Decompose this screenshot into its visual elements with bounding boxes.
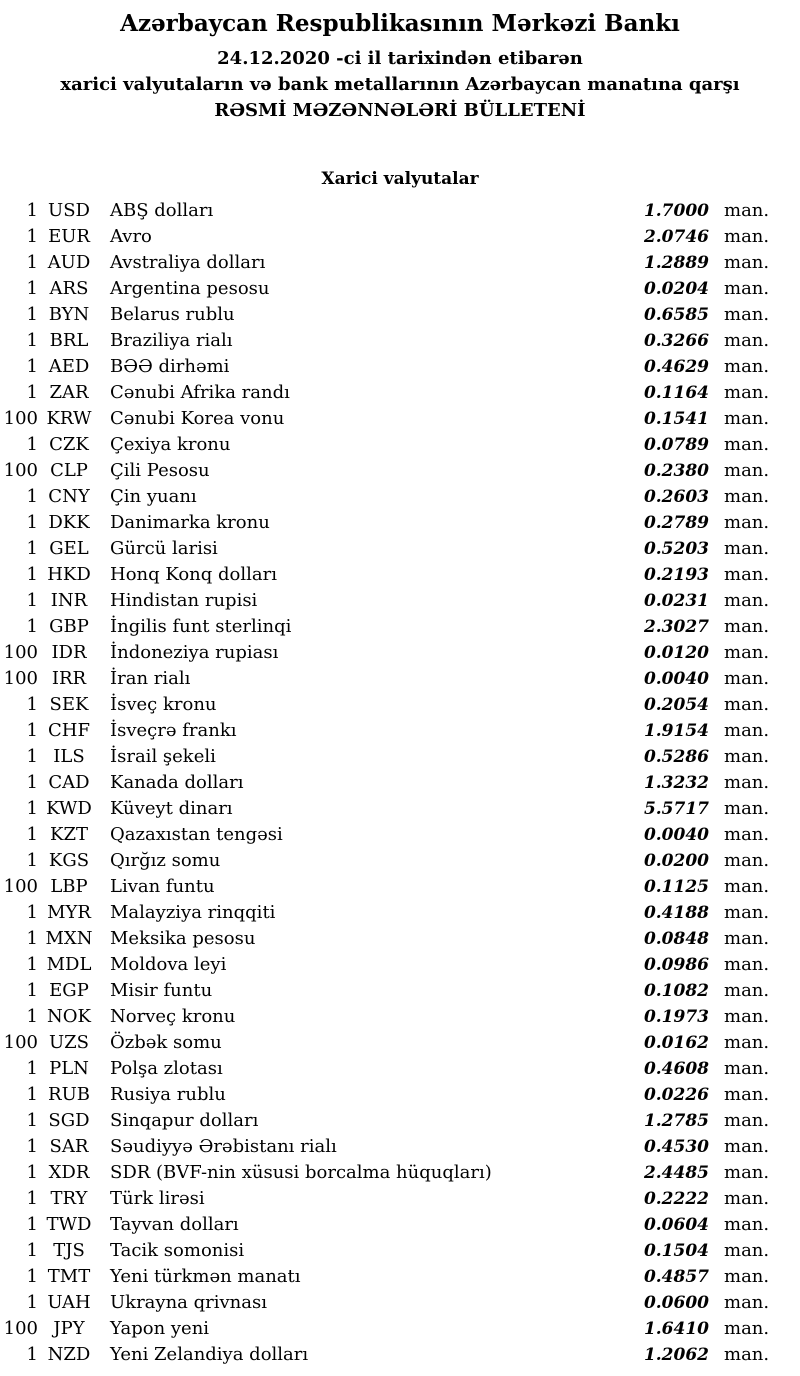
quantity-cell: 1: [26, 434, 38, 455]
currency-name-cell: İsrail şekeli: [110, 746, 216, 767]
rate-value-cell: 0.0040: [643, 825, 709, 845]
currency-name-cell: Hindistan rupisi: [110, 590, 258, 611]
currency-code-cell: CAD: [48, 772, 90, 793]
quantity-cell: 1: [26, 1110, 38, 1131]
currency-code-cell: EUR: [48, 226, 90, 247]
quantity-cell: 1: [26, 356, 38, 377]
table-row: [0, 796, 800, 822]
table-row: [0, 198, 800, 224]
currency-name-cell: İngilis funt sterlinqi: [110, 616, 292, 637]
currency-code-cell: IDR: [51, 642, 87, 663]
currency-name-cell: Belarus rublu: [110, 304, 235, 325]
quantity-cell: 1: [26, 304, 38, 325]
currency-code-cell: ARS: [49, 278, 89, 299]
table-row: [0, 1004, 800, 1030]
unit-cell: man.: [724, 1188, 770, 1209]
currency-code-cell: CLP: [50, 460, 88, 481]
table-row: [0, 1056, 800, 1082]
currency-name-cell: Çexiya kronu: [110, 434, 231, 455]
currency-code-cell: IRR: [51, 668, 87, 689]
quantity-cell: 1: [26, 720, 38, 741]
rate-value-cell: 0.1541: [643, 409, 709, 429]
rate-value-cell: 0.0040: [643, 669, 709, 689]
quantity-cell: 1: [26, 538, 38, 559]
rate-value-cell: 0.0162: [643, 1033, 709, 1053]
rate-value-cell: 1.6410: [643, 1319, 709, 1339]
currency-code-cell: INR: [50, 590, 88, 611]
currency-name-cell: Türk lirəsi: [110, 1188, 205, 1209]
unit-cell: man.: [724, 278, 770, 299]
rate-value-cell: 0.0986: [643, 955, 709, 975]
currency-name-cell: Danimarka kronu: [110, 512, 270, 533]
currency-code-cell: GEL: [49, 538, 89, 559]
table-row: [0, 666, 800, 692]
unit-cell: man.: [724, 512, 770, 533]
currency-name-cell: İsveç kronu: [110, 694, 217, 715]
rate-value-cell: 0.4629: [643, 357, 709, 377]
rate-value-cell: 0.5286: [643, 747, 709, 767]
rate-value-cell: 2.0746: [643, 227, 709, 247]
currency-name-cell: Meksika pesosu: [110, 928, 256, 949]
currency-code-cell: ILS: [53, 746, 85, 767]
currency-code-cell: SGD: [48, 1110, 90, 1131]
unit-cell: man.: [724, 824, 770, 845]
table-row: [0, 1160, 800, 1186]
table-row: [0, 510, 800, 536]
currency-name-cell: Malayziya rinqqiti: [110, 902, 276, 923]
rates-table: [0, 198, 800, 1368]
currency-code-cell: UAH: [47, 1292, 91, 1313]
quantity-cell: 1: [26, 1214, 38, 1235]
rate-value-cell: 0.0848: [643, 929, 709, 949]
currency-code-cell: AED: [48, 356, 90, 377]
quantity-cell: 1: [26, 616, 38, 637]
currency-code-cell: USD: [48, 200, 90, 221]
unit-cell: man.: [724, 304, 770, 325]
unit-cell: man.: [724, 668, 770, 689]
table-row: [0, 1342, 800, 1368]
quantity-cell: 1: [26, 1006, 38, 1027]
table-row: [0, 484, 800, 510]
currency-name-cell: Norveç kronu: [110, 1006, 236, 1027]
unit-cell: man.: [724, 382, 770, 403]
currency-code-cell: KGS: [48, 850, 90, 871]
currency-name-cell: Cənubi Korea vonu: [110, 408, 285, 429]
quantity-cell: 1: [26, 512, 38, 533]
rate-value-cell: 1.2785: [643, 1111, 709, 1131]
rate-value-cell: 0.2193: [643, 565, 709, 585]
rate-value-cell: 1.9154: [643, 721, 709, 741]
rate-value-cell: 0.2380: [643, 461, 709, 481]
rate-value-cell: 0.1125: [643, 877, 709, 897]
currency-name-cell: Qazaxıstan tengəsi: [110, 824, 283, 845]
table-row: [0, 770, 800, 796]
unit-cell: man.: [724, 850, 770, 871]
rate-value-cell: 0.3266: [643, 331, 709, 351]
unit-cell: man.: [724, 902, 770, 923]
table-row: [0, 224, 800, 250]
table-row: [0, 1264, 800, 1290]
currency-name-cell: Çili Pesosu: [110, 460, 210, 481]
unit-cell: man.: [724, 408, 770, 429]
currency-code-cell: AUD: [47, 252, 91, 273]
currency-name-cell: Özbək somu: [110, 1032, 222, 1053]
unit-cell: man.: [724, 980, 770, 1001]
unit-cell: man.: [724, 1344, 770, 1365]
quantity-cell: 100: [3, 408, 38, 429]
unit-cell: man.: [724, 1318, 770, 1339]
quantity-cell: 100: [3, 642, 38, 663]
quantity-cell: 1: [26, 226, 38, 247]
table-row: [0, 1030, 800, 1056]
effective-date-line: 24.12.2020 -ci il tarixindən etibarən: [217, 48, 583, 69]
table-row: [0, 536, 800, 562]
rate-value-cell: 0.0789: [643, 435, 709, 455]
table-row: [0, 744, 800, 770]
currency-code-cell: HKD: [47, 564, 91, 585]
quantity-cell: 1: [26, 1084, 38, 1105]
rate-value-cell: 1.2062: [643, 1345, 709, 1365]
currency-code-cell: TRY: [50, 1188, 88, 1209]
quantity-cell: 1: [26, 1292, 38, 1313]
quantity-cell: 100: [3, 460, 38, 481]
table-row: [0, 952, 800, 978]
rate-value-cell: 1.7000: [643, 201, 709, 221]
currency-name-cell: Livan funtu: [110, 876, 215, 897]
currency-name-cell: Cənubi Afrika randı: [110, 382, 290, 403]
rate-value-cell: 0.0604: [643, 1215, 709, 1235]
quantity-cell: 1: [26, 382, 38, 403]
unit-cell: man.: [724, 1032, 770, 1053]
table-row: [0, 1316, 800, 1342]
currency-name-cell: Küveyt dinarı: [110, 798, 233, 819]
currency-code-cell: BYN: [48, 304, 90, 325]
unit-cell: man.: [724, 720, 770, 741]
quantity-cell: 1: [26, 252, 38, 273]
table-row: [0, 1108, 800, 1134]
quantity-cell: 1: [26, 330, 38, 351]
currency-code-cell: TMT: [47, 1266, 91, 1287]
currency-name-cell: Argentina pesosu: [110, 278, 270, 299]
unit-cell: man.: [724, 616, 770, 637]
currency-code-cell: NZD: [47, 1344, 91, 1365]
table-row: [0, 1238, 800, 1264]
currency-code-cell: XDR: [48, 1162, 90, 1183]
unit-cell: man.: [724, 1214, 770, 1235]
unit-cell: man.: [724, 1292, 770, 1313]
currency-name-cell: SDR (BVF-nin xüsusi borcalma hüquqları): [110, 1162, 492, 1183]
rate-value-cell: 0.0120: [643, 643, 709, 663]
rate-value-cell: 1.2889: [643, 253, 709, 273]
currency-code-cell: JPY: [53, 1318, 85, 1339]
quantity-cell: 100: [3, 876, 38, 897]
table-row: [0, 432, 800, 458]
quantity-cell: 1: [26, 1240, 38, 1261]
table-row: [0, 1082, 800, 1108]
unit-cell: man.: [724, 876, 770, 897]
unit-cell: man.: [724, 1136, 770, 1157]
quantity-cell: 1: [26, 746, 38, 767]
currency-code-cell: KRW: [46, 408, 92, 429]
table-row: [0, 406, 800, 432]
quantity-cell: 1: [26, 1136, 38, 1157]
currency-name-cell: Misir funtu: [110, 980, 213, 1001]
currency-name-cell: Gürcü larisi: [110, 538, 218, 559]
currency-name-cell: Qırğız somu: [110, 850, 221, 871]
table-row: [0, 926, 800, 952]
currency-code-cell: MXN: [45, 928, 93, 949]
table-row: [0, 380, 800, 406]
currency-code-cell: NOK: [47, 1006, 91, 1027]
currency-name-cell: Sinqapur dolları: [110, 1110, 259, 1131]
rate-value-cell: 0.2222: [643, 1189, 709, 1209]
rate-value-cell: 0.0204: [643, 279, 709, 299]
table-row: [0, 900, 800, 926]
currency-code-cell: MDL: [46, 954, 92, 975]
rate-value-cell: 0.0226: [643, 1085, 709, 1105]
quantity-cell: 1: [26, 1188, 38, 1209]
quantity-cell: 1: [26, 1344, 38, 1365]
rate-value-cell: 0.0231: [643, 591, 709, 611]
quantity-cell: 1: [26, 1058, 38, 1079]
currency-name-cell: Honq Konq dolları: [110, 564, 277, 585]
currency-name-cell: Avstraliya dolları: [110, 252, 266, 273]
unit-cell: man.: [724, 564, 770, 585]
document-header: [0, 0, 800, 124]
bank-title: Azərbaycan Respublikasının Mərkəzi Bankı: [120, 10, 680, 37]
quantity-cell: 1: [26, 694, 38, 715]
unit-cell: man.: [724, 642, 770, 663]
quantity-cell: 1: [26, 278, 38, 299]
table-row: [0, 822, 800, 848]
unit-cell: man.: [724, 1110, 770, 1131]
table-row: [0, 562, 800, 588]
quantity-cell: 1: [26, 798, 38, 819]
rate-value-cell: 0.0200: [643, 851, 709, 871]
currency-code-cell: EGP: [49, 980, 89, 1001]
quantity-cell: 1: [26, 1162, 38, 1183]
rate-value-cell: 0.4608: [643, 1059, 709, 1079]
rate-value-cell: 0.2789: [643, 513, 709, 533]
currency-code-cell: GBP: [49, 616, 89, 637]
quantity-cell: 1: [26, 1266, 38, 1287]
currency-name-cell: İran rialı: [110, 668, 191, 689]
currency-name-cell: Çin yuanı: [110, 486, 197, 507]
currency-name-cell: Yeni Zelandiya dolları: [110, 1344, 309, 1365]
rate-value-cell: 1.3232: [643, 773, 709, 793]
quantity-cell: 1: [26, 200, 38, 221]
quantity-cell: 1: [26, 772, 38, 793]
unit-cell: man.: [724, 252, 770, 273]
currency-name-cell: ABŞ dolları: [110, 200, 214, 221]
currency-code-cell: LBP: [50, 876, 88, 897]
table-row: [0, 302, 800, 328]
currency-name-cell: Kanada dolları: [110, 772, 244, 793]
currency-code-cell: CNY: [48, 486, 90, 507]
currency-name-cell: Ukrayna qrivnası: [110, 1292, 267, 1313]
section-title: Xarici valyutalar: [321, 169, 479, 189]
rate-value-cell: 0.1973: [643, 1007, 709, 1027]
rate-value-cell: 0.6585: [643, 305, 709, 325]
currency-code-cell: KWD: [46, 798, 92, 819]
quantity-cell: 1: [26, 824, 38, 845]
rate-value-cell: 0.2603: [643, 487, 709, 507]
currency-code-cell: DKK: [48, 512, 90, 533]
unit-cell: man.: [724, 954, 770, 975]
table-row: [0, 692, 800, 718]
rate-value-cell: 0.1164: [643, 383, 709, 403]
quantity-cell: 1: [26, 954, 38, 975]
table-row: [0, 874, 800, 900]
table-row: [0, 640, 800, 666]
currency-name-cell: İsveçrə frankı: [110, 720, 237, 741]
currency-name-cell: Moldova leyi: [110, 954, 227, 975]
quantity-cell: 1: [26, 564, 38, 585]
currency-code-cell: BRL: [49, 330, 89, 351]
unit-cell: man.: [724, 200, 770, 221]
unit-cell: man.: [724, 798, 770, 819]
unit-cell: man.: [724, 590, 770, 611]
currency-code-cell: SEK: [49, 694, 89, 715]
currency-code-cell: SAR: [49, 1136, 89, 1157]
currency-name-cell: Rusiya rublu: [110, 1084, 226, 1105]
currency-name-cell: Səudiyyə Ərəbistanı rialı: [110, 1136, 337, 1157]
currency-name-cell: Tacik somonisi: [110, 1240, 245, 1261]
quantity-cell: 100: [3, 668, 38, 689]
rate-value-cell: 0.4857: [643, 1267, 709, 1287]
unit-cell: man.: [724, 694, 770, 715]
rate-value-cell: 0.2054: [643, 695, 709, 715]
currency-code-cell: CHF: [48, 720, 90, 741]
currency-name-cell: BƏƏ dirhəmi: [110, 356, 230, 377]
currency-code-cell: ZAR: [49, 382, 89, 403]
currency-name-cell: Yeni türkmən manatı: [110, 1266, 301, 1287]
unit-cell: man.: [724, 330, 770, 351]
currency-code-cell: PLN: [49, 1058, 89, 1079]
quantity-cell: 1: [26, 928, 38, 949]
rate-value-cell: 0.0600: [643, 1293, 709, 1313]
currency-name-cell: Yapon yeni: [110, 1318, 210, 1339]
table-row: [0, 978, 800, 1004]
unit-cell: man.: [724, 460, 770, 481]
currency-name-cell: Tayvan dolları: [110, 1214, 239, 1235]
table-row: [0, 250, 800, 276]
table-row: [0, 276, 800, 302]
table-row: [0, 848, 800, 874]
currency-name-cell: Avro: [110, 226, 152, 247]
table-row: [0, 588, 800, 614]
quantity-cell: 1: [26, 486, 38, 507]
quantity-cell: 100: [3, 1318, 38, 1339]
unit-cell: man.: [724, 772, 770, 793]
currency-code-cell: MYR: [47, 902, 91, 923]
currency-name-cell: Braziliya rialı: [110, 330, 233, 351]
unit-cell: man.: [724, 1240, 770, 1261]
rate-value-cell: 0.1082: [643, 981, 709, 1001]
currency-name-cell: Polşa zlotası: [110, 1058, 223, 1079]
rate-value-cell: 0.4188: [643, 903, 709, 923]
table-row: [0, 1134, 800, 1160]
unit-cell: man.: [724, 1006, 770, 1027]
rate-value-cell: 2.3027: [643, 617, 709, 637]
currency-code-cell: UZS: [48, 1032, 89, 1053]
quantity-cell: 1: [26, 980, 38, 1001]
unit-cell: man.: [724, 928, 770, 949]
unit-cell: man.: [724, 746, 770, 767]
scope-line: xarici valyutaların və bank metallarının Azərbaycan manatına qarşı: [60, 74, 740, 95]
unit-cell: man.: [724, 1058, 770, 1079]
currency-code-cell: KZT: [50, 824, 88, 845]
table-row: [0, 1186, 800, 1212]
quantity-cell: 1: [26, 850, 38, 871]
currency-code-cell: CZK: [49, 434, 89, 455]
rate-value-cell: 5.5717: [643, 799, 709, 819]
table-row: [0, 458, 800, 484]
rate-value-cell: 0.5203: [643, 539, 709, 559]
unit-cell: man.: [724, 226, 770, 247]
rate-value-cell: 0.1504: [643, 1241, 709, 1261]
table-row: [0, 718, 800, 744]
table-row: [0, 614, 800, 640]
table-row: [0, 354, 800, 380]
currency-code-cell: RUB: [48, 1084, 90, 1105]
unit-cell: man.: [724, 1084, 770, 1105]
unit-cell: man.: [724, 538, 770, 559]
currency-code-cell: TJS: [53, 1240, 85, 1261]
rate-value-cell: 0.4530: [643, 1137, 709, 1157]
currency-name-cell: İndoneziya rupiası: [110, 642, 279, 663]
unit-cell: man.: [724, 1266, 770, 1287]
table-row: [0, 1212, 800, 1238]
table-row: [0, 1290, 800, 1316]
unit-cell: man.: [724, 1162, 770, 1183]
currency-code-cell: TWD: [46, 1214, 92, 1235]
unit-cell: man.: [724, 434, 770, 455]
quantity-cell: 100: [3, 1032, 38, 1053]
table-row: [0, 328, 800, 354]
unit-cell: man.: [724, 486, 770, 507]
unit-cell: man.: [724, 356, 770, 377]
rate-value-cell: 2.4485: [643, 1163, 709, 1183]
bulletin-title: RƏSMİ MƏZƏNNƏLƏRİ BÜLLETENİ: [214, 100, 586, 121]
quantity-cell: 1: [26, 590, 38, 611]
quantity-cell: 1: [26, 902, 38, 923]
